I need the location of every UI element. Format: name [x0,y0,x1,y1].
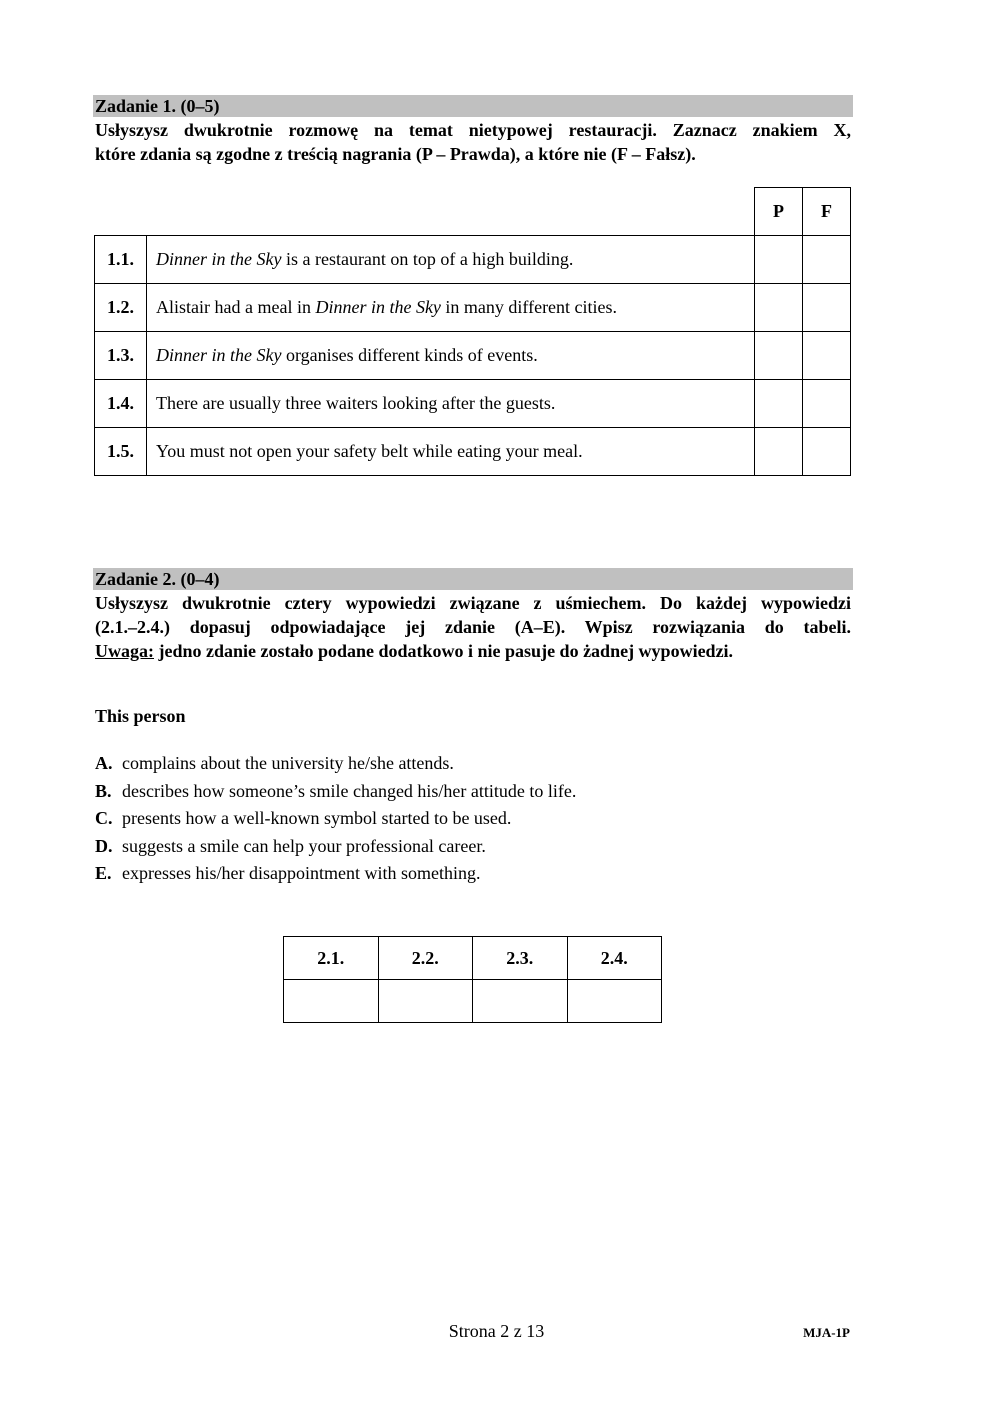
answer-box-f[interactable] [803,332,851,380]
answer-header: 2.4. [567,937,662,980]
exam-code: MJA-1P [803,1325,850,1340]
option-item [95,806,576,834]
answer-box-f[interactable] [803,428,851,476]
tf-row [95,236,851,284]
answer-cell[interactable] [473,980,568,1023]
options-lead: This person [95,706,186,726]
answer-box-p[interactable] [755,380,803,428]
options-list [95,751,576,889]
statement-number: 1.3. [95,332,147,380]
tf-header-blank [95,188,755,236]
col-p-header: P [755,188,803,236]
answer-cell[interactable] [378,980,473,1023]
answer-box-f[interactable] [803,380,851,428]
answer-input-row [284,980,662,1023]
task2-instruction-line1: Usłyszysz dwukrotnie cztery wypowiedzi związane z uśmiechem. Do każdej wypowiedzi [95,593,851,613]
statement-number: 1.2. [95,284,147,332]
option-item [95,834,576,862]
tf-header-row [95,188,851,236]
answer-box-p[interactable] [755,332,803,380]
answer-header: 2.2. [378,937,473,980]
answer-header: 2.3. [473,937,568,980]
answer-box-f[interactable] [803,236,851,284]
option-letter: E. [95,863,112,883]
statement-number: 1.5. [95,428,147,476]
answer-box-p[interactable] [755,284,803,332]
statement-number: 1.1. [95,236,147,284]
task2-instruction [95,591,851,663]
option-text: expresses his/her disappointment with something. [122,863,481,883]
task2-header: Zadanie 2. (0–4) [93,568,853,590]
note-label: Uwaga: [95,641,154,661]
task2-instruction-line2: (2.1.–2.4.) dopasuj odpowiadające jej zdanie (A–E). Wpisz rozwiązania do tabeli. [95,617,851,637]
option-text: presents how a well-known symbol started to be used. [122,808,512,828]
option-text: describes how someone’s smile changed his/her attitude to life. [122,780,577,801]
tf-row [95,332,851,380]
answer-table [283,936,662,1023]
tf-row [95,380,851,428]
option-letter: B. [95,780,112,801]
option-letter: C. [95,808,113,828]
answer-cell[interactable] [284,980,379,1023]
task1-instruction-line2: które zdania są zgodne z treścią nagrania (P – Prawda), a które nie (F – Fałsz). [95,144,696,164]
option-letter: A. [95,753,113,773]
page-number: Strona 2 z 13 [448,1321,545,1341]
option-text: suggests a smile can help your professional career. [122,835,486,856]
tf-row [95,428,851,476]
statement-text: Dinner in the Sky is a restaurant on top of a high building. [147,236,755,284]
col-f-header: F [803,188,851,236]
statement-text: Alistair had a meal in Dinner in the Sky in many different cities. [147,284,755,332]
option-item [95,779,576,807]
answer-box-p[interactable] [755,428,803,476]
tf-row [95,284,851,332]
task2-note [95,639,851,663]
statement-number: 1.4. [95,380,147,428]
answer-box-f[interactable] [803,284,851,332]
note-text: jedno zdanie zostało podane dodatkowo i nie pasuje do żadnej wypowiedzi. [154,641,734,661]
answer-cell[interactable] [567,980,662,1023]
option-text: complains about the university he/she attends. [122,753,454,773]
option-item [95,751,576,779]
statement-text: There are usually three waiters looking after the guests. [147,380,755,428]
true-false-table [94,187,851,476]
task1-header: Zadanie 1. (0–5) [93,95,853,117]
answer-header-row [284,937,662,980]
task1-instruction [95,118,851,166]
answer-box-p[interactable] [755,236,803,284]
task1-instruction-line1: Usłyszysz dwukrotnie rozmowę na temat nietypowej restauracji. Zaznacz znakiem X, [95,120,851,140]
option-item [95,861,576,889]
statement-text: You must not open your safety belt while eating your meal. [147,428,755,476]
statement-text: Dinner in the Sky organises different kinds of events. [147,332,755,380]
answer-header: 2.1. [284,937,379,980]
option-letter: D. [95,835,113,856]
